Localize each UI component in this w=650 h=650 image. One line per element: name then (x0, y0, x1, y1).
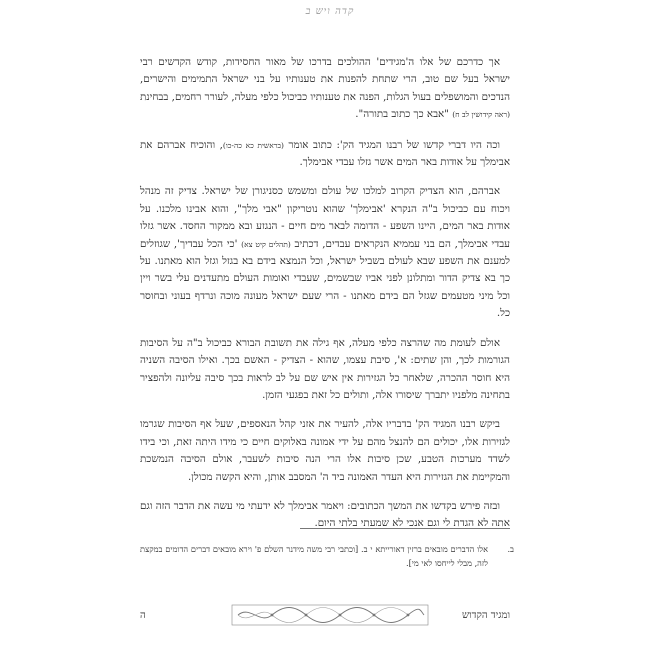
paragraph-text: אולם לעומת מה שהרצה כלפי מעלה, אף גילה את תשובת הבורא כביכול ב"ה על הסיבות הגורמות לכך, והן שתים: א', סיבת עצמו, שהוא - הצדיק - האשם בכך. ואילו הסיבה השניה היא חוסר ההכרה, שלאחר כל הגזירות אין איש שם על לב לראות בכך סיבה עליונה ולהפציר בתחינה מלפניו יתברך שיסורו אלה, ותולים כל זאת בפגעי הזמן. (140, 336, 510, 401)
text-paragraph (140, 335, 510, 405)
text-paragraph (140, 137, 510, 172)
footnote (140, 543, 514, 570)
footer-book-title: ומגיד הקדוש (462, 610, 510, 621)
footnote-text: אלו הדברים מובאים ברזין דאורייתא י ב. [וכתבי רבי משה מידנר השלם פ' וירא מובאים דברים הדומים במקצת לזה, מבלי לייחסו לאי מי]. (140, 544, 488, 568)
paragraph-text: ובזה פירש בקדשו את המשך הכתובים: ויאמר אבימלך לא ידעתי מי עשה את הדבר הזה וגם אתה לא הגדת לי וגם אנכי לא שמעתי בלתי היום. (140, 499, 510, 530)
text-paragraph (140, 183, 510, 322)
page-number: ה (140, 610, 146, 621)
footer-ornament-icon (230, 602, 430, 628)
footnote-marker: ב. (507, 544, 514, 554)
text-paragraph (140, 54, 510, 124)
paragraph-text: אברהם, הוא הצדיק הקרוב למלכו של עולם ומשמש כסניגורן של ישראל. צדיק זה מנהל ויכוח עם כביכול ב"ה הנקרא 'אבימלך' שהוא נוטריקון "אבי מלך", והוא אבינו מלכנו. על אודות באר המים, היינו השפע - הדומה לבאר מים חיים - הנגזע ובא ממקור החסד. אשר גזלו עבדי אבימלך, הם בני עממיא הנקראים עבדים, דכתיב (140, 185, 510, 250)
footnote-divider (300, 528, 510, 529)
paragraph-text: , והוכיח אברהם את אבימלך על אודות באר המים אשר גזלו עבדי אבימלך. (140, 138, 510, 169)
header-handwritten-mark: קדה ויש ב (305, 6, 355, 17)
source-citation: (תהלים קיט צא) (241, 239, 291, 249)
paragraph-text: וכה היו דברי קדשו של רבנו המגיד הק': כתוב אומר (283, 138, 500, 151)
paragraph-text: 'כי הכל עבדיך', שגוזלים למענם את השפע שבא לעולם בשביל ישראל, וכל הנמצא בידם בא בגזל וגזל הוא מאתנו. על כך בא צדיק הדור ומתלונן לפני אביו שבשמים, שעבדי ואומות העולם מתעדנים עלי בשר ויין וכל מיני מטעמים שגזל הם בידם מאתנו - הרי שעם ישראל מעונה מוכה ונרדף בעוני ובחוסר כל. (140, 237, 510, 320)
paragraph-text: אך כדרכם של אלו ה'מגידים' ההולכים בדרכו של מאור החסידות, קודש הקדשים רבי ישראל בעל שם טוב, הרי שתחת להפנות את טענותיו על בני ישראל התמימים והישרים, הנדכים והמושפלים בעול הגלות, הפנה את טענותיו כביכול כלפי מעלה, לעורר רחמים, בבחינת (140, 56, 510, 103)
paragraph-text: "אבא כך כתוב בתורה". (355, 108, 453, 121)
text-paragraph (140, 416, 510, 486)
source-citation: (ראה קידושין לב ח) (452, 110, 510, 120)
main-text-body (140, 54, 510, 545)
source-citation: (בראשית כא כה-כו) (222, 140, 284, 150)
page-footer (140, 602, 510, 628)
paragraph-text: ביקש רבנו המגיד הק' בדבריו אלה, להעיר את אזני קהל הנאספים, שעל אף הסיבות שגרמו לגזירות אלו, יכולים הם להנצל מהם על ידי אמונה באלוקים חיים כי מידו היתה זאת, וכי בידו לשדד מערכות הטבע, שכן סיבות אלו הרי הנה סיבות לשעבר, אולם הסיבה הנמשכת והמקיימת את הגזירות היא העדר האמונה ביד ה' המסבב אותן, והיא הקשה מכולן. (140, 418, 510, 483)
